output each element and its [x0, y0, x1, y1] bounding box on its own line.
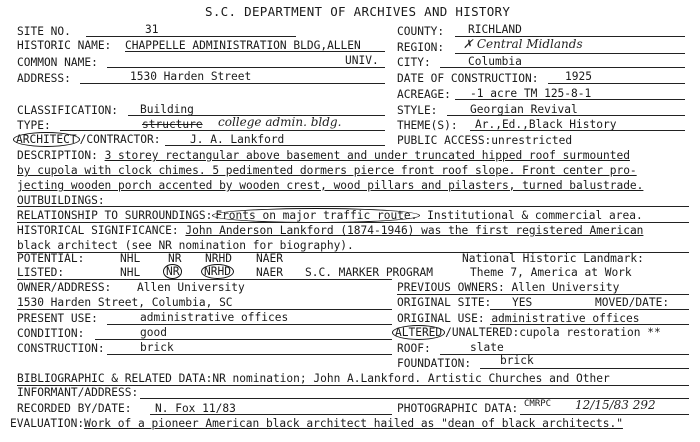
construction-rule: [107, 354, 392, 355]
photographic-label: PHOTOGRAPHIC DATA:: [397, 402, 519, 415]
relationship-line: [17, 209, 643, 222]
original-use-rule: [490, 324, 689, 325]
city-label: CITY:: [397, 56, 431, 69]
recorded-label: RECORDED BY/DATE:: [17, 402, 132, 415]
present-use-rule: [107, 324, 392, 325]
type-rule: [60, 130, 385, 131]
roof-value: slate: [470, 341, 504, 354]
themes-rule: [470, 130, 685, 131]
landmark-line-1: National Historic Landmark:: [462, 252, 644, 265]
original-use-label: ORIGINAL USE:: [397, 312, 485, 325]
condition-value: good: [140, 326, 167, 339]
listed-nrhd: [201, 265, 234, 278]
listed-nr: [163, 265, 182, 278]
photographic-rule: [520, 414, 689, 415]
moved-date-label: MOVED/DATE:: [595, 296, 670, 309]
county-label: COUNTY:: [397, 25, 445, 38]
site-no-rule: [86, 36, 296, 37]
style-value: Georgian Revival: [470, 103, 578, 116]
themes-value: Ar.,Ed.,Black History: [475, 118, 617, 131]
recorded-rule: [150, 414, 392, 415]
common-name-value: UNIV.: [345, 54, 379, 67]
altered-value: cupola restoration **: [519, 326, 661, 339]
evaluation-value: Work of a pioneer American black architect hailed as "dean of black architects.": [84, 417, 623, 430]
previous-owners-label: PREVIOUS OWNERS:: [397, 281, 505, 294]
relationship-label: RELATIONSHIP TO SURROUNDINGS:: [17, 209, 213, 222]
relationship-value: Institutional & commercial area.: [427, 209, 643, 222]
description-line-1: [17, 149, 630, 162]
region-text: Central Midlands: [476, 37, 583, 51]
foundation-value: brick: [500, 354, 534, 367]
date-of-construction-label: DATE OF CONSTRUCTION:: [397, 72, 539, 85]
address-label: ADDRESS:: [17, 72, 71, 85]
architect-value: J. A. Lankford: [190, 133, 285, 146]
type-value: college admin. bldg.: [218, 115, 342, 129]
relationship-rule: [17, 222, 689, 223]
listed-nhl: NHL: [120, 266, 141, 279]
roof-label: ROOF:: [397, 342, 431, 355]
foundation-rule: [480, 368, 689, 369]
construction-value: brick: [140, 341, 174, 354]
county-value: RICHLAND: [468, 23, 522, 36]
public-access-label-text: PUBLIC ACCESS:: [397, 134, 492, 147]
acreage-rule: [455, 99, 685, 100]
relationship-circled: Fronts on major traffic route.: [212, 208, 420, 223]
present-use-label: PRESENT USE:: [17, 312, 98, 325]
historic-name-label: HISTORIC NAME:: [17, 39, 112, 52]
bibliographic-line: [17, 372, 610, 385]
region-mark-icon: ✗: [463, 37, 477, 51]
previous-owners-rule: [397, 294, 689, 295]
landmark-line-2: Theme 7, America at Work: [470, 266, 632, 279]
city-rule: [440, 67, 685, 68]
listed-rule: [17, 279, 392, 280]
original-use-value: administrative offices: [491, 312, 640, 325]
condition-label: CONDITION:: [17, 327, 85, 340]
common-name-rule: [107, 67, 385, 68]
date-of-construction-value: 1925: [565, 70, 592, 83]
style-rule: [447, 115, 685, 116]
site-no-label: SITE NO.: [17, 25, 71, 38]
historical-significance-line-1: [17, 224, 643, 237]
listed-nrhd-circled: NRHD: [201, 264, 234, 279]
previous-owners-value: Allen University: [511, 281, 620, 294]
potential-nhl: NHL: [120, 252, 141, 265]
historical-significance-label: HISTORICAL SIGNIFICANCE:: [17, 224, 179, 237]
informant-label: INFORMANT/ADDRESS:: [17, 386, 139, 399]
address-value: 1530 Harden Street: [130, 70, 252, 83]
historic-name-rule: [125, 51, 385, 52]
marker-label: S.C. MARKER PROGRAM: [305, 266, 433, 279]
description-label: DESCRIPTION:: [17, 149, 98, 162]
original-site-label: ORIGINAL SITE:: [397, 296, 492, 309]
listed-label: LISTED:: [17, 266, 65, 279]
acreage-label: ACREAGE:: [397, 88, 451, 101]
common-name-label: COMMON NAME:: [17, 56, 98, 69]
altered-line: [392, 326, 661, 339]
type-struck-word: structure: [142, 118, 203, 131]
bibliographic-label: BIBLIOGRAPHIC & RELATED DATA:: [17, 372, 213, 385]
roof-rule: [440, 354, 689, 355]
classification-label: CLASSIFICATION:: [17, 104, 119, 117]
photographic-handwritten: 12/15/83 292: [575, 398, 656, 412]
architect-rule: [165, 145, 385, 146]
owner-label: OWNER/ADDRESS:: [17, 281, 112, 294]
public-access-label: [397, 134, 572, 147]
description-text-1: 3 storey rectangular above basement and under truncated hipped roof surmounted: [104, 149, 630, 162]
owner-rule: [17, 309, 392, 310]
outbuildings-label: OUTBUILDINGS:: [17, 194, 105, 207]
description-line-3: jecting wooden porch accented by wooden crest, wood pillars and pilasters, turned balustrade.: [17, 179, 644, 192]
original-site-value: YES: [512, 296, 533, 309]
region-rule: [455, 53, 685, 54]
outbuildings-rule: [17, 206, 689, 207]
evaluation-label: EVALUATION:: [10, 417, 85, 430]
listed-naer: NAER: [256, 266, 283, 279]
owner-address: 1530 Harden Street, Columbia, SC: [17, 296, 233, 309]
acreage-value: -1 acre TM 125-8-1: [470, 87, 592, 100]
historical-significance-text-1: John Anderson Lankford (1874-1946) was the first registered American: [185, 224, 644, 237]
potential-nrhd: NRHD: [205, 252, 232, 265]
historical-significance-line-2: black architect (see NR nomination for biography).: [17, 239, 354, 252]
description-line-2: by cupola with clock chimes. 5 pedimented dormers pierce front roof slope. Front center pro-: [17, 164, 637, 177]
potential-nr: NR: [168, 252, 182, 265]
public-access-value: unrestricted: [491, 134, 573, 147]
style-label: STYLE:: [397, 104, 438, 117]
unaltered-label: /UNALTERED:: [445, 326, 520, 339]
architect-circled: ARCHITECT: [13, 132, 80, 147]
previous-owners-line: [397, 281, 619, 294]
photographic-value: CMRPC: [524, 399, 552, 409]
classification-value: Building: [140, 103, 194, 116]
address-rule: [80, 83, 385, 84]
listed-nr-circled: NR: [163, 264, 182, 279]
potential-label: POTENTIAL:: [17, 252, 85, 265]
themes-label: THEME(S):: [397, 119, 458, 132]
original-site-rule: [490, 309, 689, 310]
historic-name-value: CHAPPELLE ADMINISTRATION BLDG,ALLEN: [125, 39, 361, 52]
owner-name: Allen University: [137, 281, 245, 294]
bibliographic-value: NR nomination; John A.Lankford. Artistic Churches and Other: [212, 372, 610, 385]
present-use-value: administrative offices: [140, 311, 289, 324]
potential-naer: NAER: [256, 252, 283, 265]
evaluation-line: [10, 417, 623, 430]
architect-contractor-label: [13, 133, 160, 146]
type-label: TYPE:: [17, 119, 51, 132]
condition-rule: [95, 339, 392, 340]
city-value: Columbia: [468, 55, 522, 68]
altered-circled: ALTERED: [392, 325, 445, 340]
site-no-value: 31: [145, 23, 159, 36]
foundation-label: FOUNDATION:: [397, 357, 472, 370]
region-value: [463, 38, 583, 51]
date-of-construction-rule: [548, 83, 685, 84]
region-label: REGION:: [397, 41, 445, 54]
form-title: S.C. DEPARTMENT OF ARCHIVES AND HISTORY: [205, 4, 511, 19]
construction-label: CONSTRUCTION:: [17, 342, 105, 355]
recorded-value: N. Fox 11/83: [155, 402, 236, 415]
contractor-label: /CONTRACTOR:: [79, 133, 161, 146]
